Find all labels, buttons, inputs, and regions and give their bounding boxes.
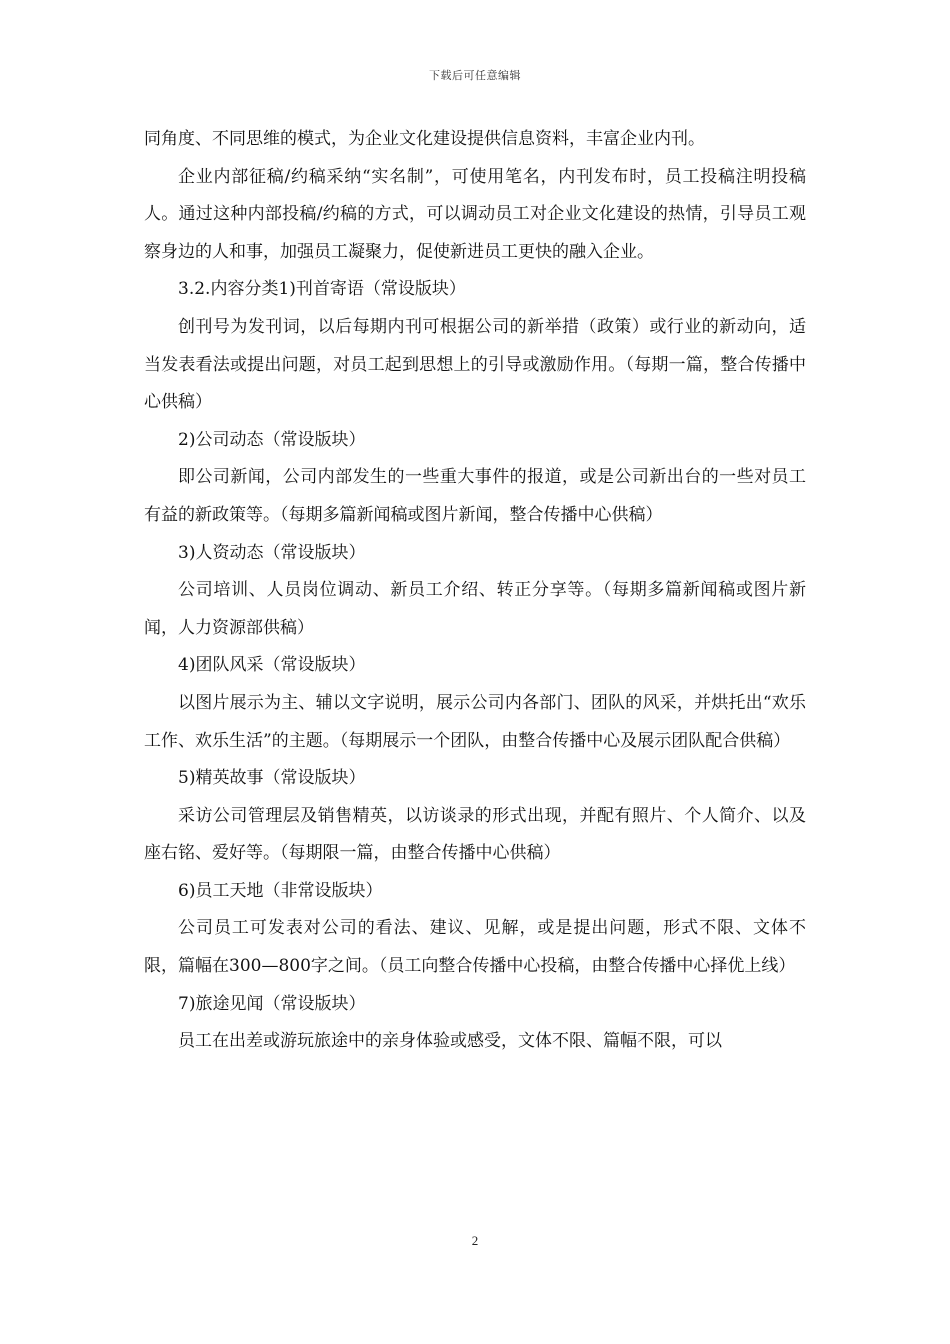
heading-hr-news: 3)人资动态（常设版块） bbox=[178, 542, 366, 563]
paragraph-16: 员工在出差或游玩旅途中的亲身体验或感受，文体不限、篇幅不限，可以 bbox=[178, 1031, 722, 1052]
paragraph-4: 创刊号为发刊词，以后每期内刊可根据公司的新举措（政策）或行业的新动向，适当发表看法或提出问题，对员工起到思想上的引导或激励作用。（每期一篇，整合传播中心供稿） bbox=[144, 316, 806, 413]
heading-company-news: 2)公司动态（常设版块） bbox=[178, 429, 366, 450]
heading-team-style: 4)团队风采（常设版块） bbox=[178, 655, 366, 676]
heading-staff-corner: 6)员工天地（非常设版块） bbox=[178, 880, 383, 901]
document-body bbox=[144, 121, 806, 1061]
heading-elite-stories: 5)精英故事（常设版块） bbox=[178, 768, 366, 789]
paragraph-8: 公司培训、人员岗位调动、新员工介绍、转正分享等。（每期多篇新闻稿或图片新闻，人力资源部供稿） bbox=[144, 580, 806, 638]
paragraph-10: 以图片展示为主、辅以文字说明，展示公司内各部门、团队的风采，并烘托出“欢乐工作、欢乐生活”的主题。（每期展示一个团队，由整合传播中心及展示团队配合供稿） bbox=[144, 692, 806, 751]
section-heading-content-categories: 3.2.内容分类1)刊首寄语（常设版块） bbox=[178, 279, 466, 300]
page-header: 下载后可任意编辑 bbox=[429, 69, 521, 82]
paragraph-14: 公司员工可发表对公司的看法、建议、见解，或是提出问题，形式不限、文体不限，篇幅在300—800字之间。（员工向整合传播中心投稿，由整合传播中心择优上线） bbox=[144, 918, 806, 977]
paragraph-6: 即公司新闻，公司内部发生的一些重大事件的报道，或是公司新出台的一些对员工有益的新政策等。（每期多篇新闻稿或图片新闻，整合传播中心供稿） bbox=[144, 467, 806, 525]
paragraph-1: 同角度、不同思维的模式，为企业文化建设提供信息资料，丰富企业内刊。 bbox=[144, 129, 705, 149]
paragraph-12: 采访公司管理层及销售精英，以访谈录的形式出现，并配有照片、个人简介、以及座右铭、爱好等。（每期限一篇，由整合传播中心供稿） bbox=[144, 805, 806, 864]
paragraph-2: 企业内部征稿/约稿采纳“实名制”，可使用笔名，内刊发布时，员工投稿注明投稿人。通过这种内部投稿/约稿的方式，可以调动员工对企业文化建设的热情，引导员工观察身边的人和事，加强员工凝聚力，促使新进员工更快的融入企业。 bbox=[144, 166, 806, 262]
page-number: 2 bbox=[471, 1233, 479, 1248]
heading-travel-notes: 7)旅途见闻（常设版块） bbox=[178, 993, 366, 1014]
